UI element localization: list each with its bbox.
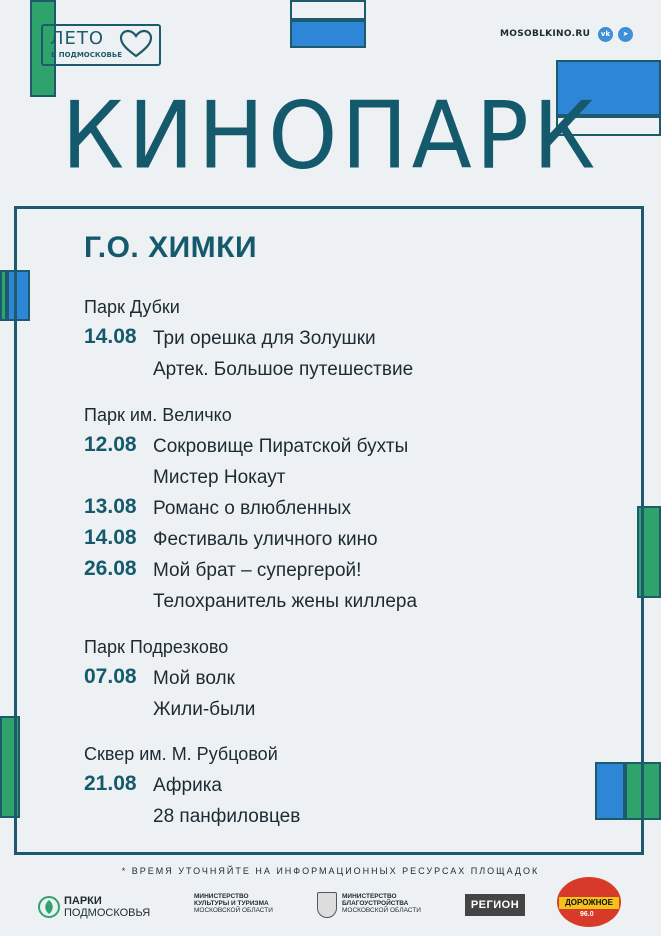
improvement-ministry-logo <box>342 894 421 914</box>
decor-block-top-mid <box>290 20 366 48</box>
venue-name: Парк Подрезково <box>84 637 229 657</box>
leto-logo <box>41 24 161 66</box>
time-note: * ВРЕМЯ УТОЧНЯЙТЕ НА ИНФОРМАЦИОННЫХ РЕСУРСАХ ПЛОЩАДОК <box>121 866 540 876</box>
city-heading: Г.О. ХИМКИ <box>84 231 258 264</box>
film-title: Мой брат – супергерой! <box>153 560 362 581</box>
venue-name: Парк им. Величко <box>84 405 232 425</box>
screening-date: 14.08 <box>84 526 137 549</box>
decor-block-left-mid <box>0 270 7 321</box>
improve-line2: БЛАГОУСТРОЙСТВА <box>342 899 409 907</box>
film-title: Три орешка для Золушки <box>153 328 376 349</box>
screening-date: 21.08 <box>84 772 137 795</box>
film-title: Мистер Нокаут <box>153 467 286 488</box>
venue-name: Сквер им. М. Рубцовой <box>84 744 278 764</box>
radio-logo-name: ДОРОЖНОЕ <box>559 897 619 909</box>
film-title: 28 панфиловцев <box>153 806 301 827</box>
screening-date: 14.08 <box>84 325 137 348</box>
page-title: КИНОПАРК <box>61 81 600 190</box>
venue-name: Парк Дубки <box>84 297 180 317</box>
screening-date: 13.08 <box>84 495 137 518</box>
region-logo: РЕГИОН <box>465 894 525 916</box>
screening-date: 07.08 <box>84 665 137 688</box>
culture-line1: МИНИСТЕРСТВО <box>194 893 249 900</box>
film-title: Артек. Большое путешествие <box>153 359 414 380</box>
film-title: Сокровище Пиратской бухты <box>153 436 409 457</box>
site-link[interactable]: MOSOBLKINO.RU <box>500 29 591 39</box>
telegram-icon[interactable]: ➤ <box>618 27 633 42</box>
parks-leaf-icon <box>38 895 60 919</box>
parks-logo-line1: ПАРКИ <box>64 895 102 907</box>
parks-logo <box>64 896 150 919</box>
parks-logo-line2: ПОДМОСКОВЬЯ <box>64 906 151 919</box>
film-title: Мой волк <box>153 668 235 689</box>
film-title: Фестиваль уличного кино <box>153 529 378 550</box>
culture-line3: МОСКОВСКОЙ ОБЛАСТИ <box>194 906 273 914</box>
screening-date: 12.08 <box>84 433 137 456</box>
improve-line1: МИНИСТЕРСТВО <box>342 893 397 900</box>
film-title: Романс о влюбленных <box>153 498 351 519</box>
radio-frequency: 96.0 <box>580 911 594 918</box>
heart-icon <box>119 29 153 59</box>
film-title: Жили-были <box>153 699 256 720</box>
film-title: Африка <box>153 775 222 796</box>
logo-word: ЛЕТО <box>50 28 105 49</box>
decor-block-top-mid-outline <box>290 0 366 20</box>
film-title: Телохранитель жены киллера <box>153 591 418 612</box>
coat-of-arms-icon <box>317 892 337 918</box>
screening-date: 26.08 <box>84 557 137 580</box>
culture-line2: КУЛЬТУРЫ И ТУРИЗМА <box>194 899 269 907</box>
vk-icon[interactable]: vk <box>598 27 613 42</box>
culture-ministry-logo <box>194 894 273 914</box>
improve-line3: МОСКОВСКОЙ ОБЛАСТИ <box>342 906 421 914</box>
logo-subtitle: В ПОДМОСКОВЬЕ <box>51 51 122 59</box>
